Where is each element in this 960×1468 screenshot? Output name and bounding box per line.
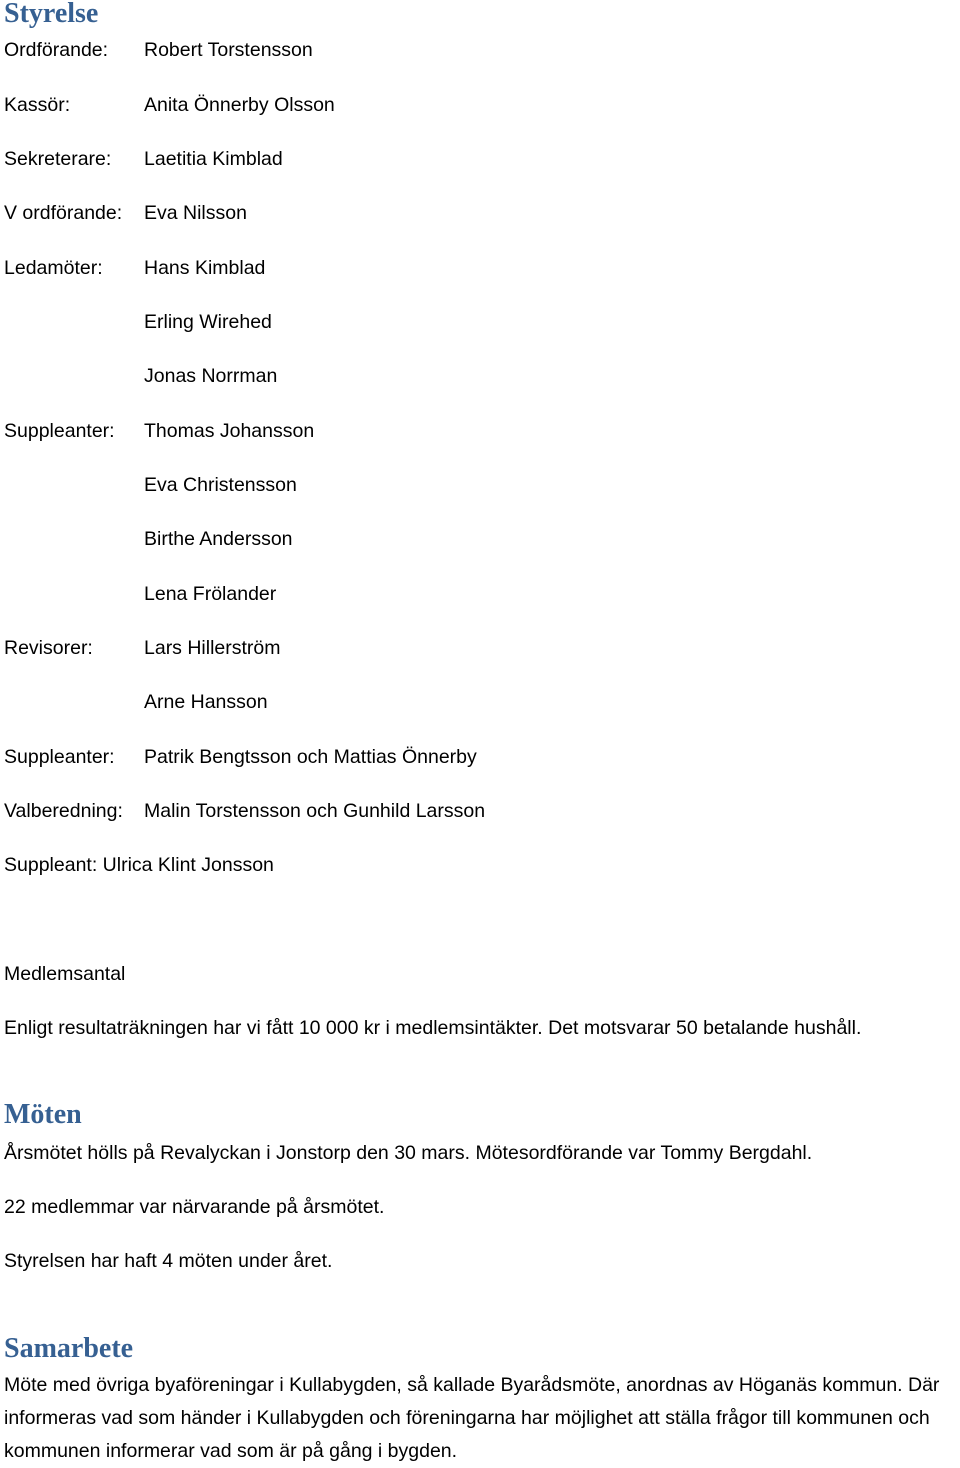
role-label: Ordförande:: [4, 39, 109, 61]
suppleant-line: Suppleant: Ulrica Klint Jonsson: [4, 854, 274, 876]
heading-styrelse: Styrelse: [4, 0, 99, 29]
role-revisorer-cont: [4, 690, 268, 714]
role-name: Robert Torstensson: [144, 39, 313, 61]
role-name: Eva Nilsson: [144, 202, 247, 224]
role-label: V ordförande:: [4, 202, 123, 224]
heading-samarbete: Samarbete: [4, 1333, 134, 1364]
role-name: Lena Frölander: [144, 583, 277, 605]
samarbete-text: Möte med övriga byaföreningar i Kullabygden, så kallade Byarådsmöte, anordnas av Höganäs kommun. Där informeras vad som händer i Kullabygden och föreningarna har möjlighet att ställa frågor till kommunen och kommunen informerar vad som är på gång i bygden.: [4, 1374, 940, 1462]
role-name: Arne Hansson: [144, 691, 268, 713]
role-label: Kassör:: [4, 94, 71, 116]
role-vordforande: [4, 201, 247, 225]
role-name: Thomas Johansson: [144, 420, 315, 442]
role-name: Malin Torstensson och Gunhild Larsson: [144, 800, 486, 822]
role-label: Valberedning:: [4, 800, 123, 822]
role-kassor: [4, 93, 335, 117]
role-name: Erling Wirehed: [144, 311, 272, 333]
role-revisorer: [4, 636, 281, 660]
role-sekreterare: [4, 147, 283, 171]
moten-line: 22 medlemmar var närvarande på årsmötet.: [4, 1196, 385, 1218]
role-ledamoter: [4, 256, 265, 280]
role-name: Hans Kimblad: [144, 257, 266, 279]
role-name: Birthe Andersson: [144, 528, 293, 550]
role-revisor-suppleanter: [4, 745, 477, 769]
role-name: Laetitia Kimblad: [144, 148, 283, 170]
medlemsantal-label: Medlemsantal: [4, 963, 126, 985]
moten-line: Årsmötet hölls på Revalyckan i Jonstorp den 30 mars. Mötesordförande var Tommy Bergdahl.: [4, 1142, 813, 1164]
role-valberedning: [4, 799, 485, 823]
role-name: Anita Önnerby Olsson: [144, 94, 335, 116]
role-name: Patrik Bengtsson och Mattias Önnerby: [144, 746, 477, 768]
heading-moten: Möten: [4, 1099, 82, 1130]
role-suppleanter: [4, 419, 314, 443]
role-ledamoter-cont: [4, 310, 272, 334]
role-name: Lars Hillerström: [144, 637, 281, 659]
role-label: Revisorer:: [4, 637, 93, 659]
role-ordforande: [4, 38, 313, 62]
medlemsantal-text: Enligt resultaträkningen har vi fått 10 000 kr i medlemsintäkter. Det motsvarar 50 betalande hushåll.: [4, 1017, 862, 1039]
moten-line: Styrelsen har haft 4 möten under året.: [4, 1250, 333, 1272]
role-suppleanter-cont: [4, 527, 293, 551]
role-suppleanter-cont: [4, 473, 297, 497]
role-suppleanter-cont: [4, 582, 276, 606]
role-label: Ledamöter:: [4, 257, 103, 279]
role-label: Sekreterare:: [4, 148, 112, 170]
role-name: Jonas Norrman: [144, 365, 278, 387]
role-ledamoter-cont: [4, 364, 277, 388]
role-label: Suppleanter:: [4, 746, 115, 768]
role-label: Suppleanter:: [4, 420, 115, 442]
role-name: Eva Christensson: [144, 474, 297, 496]
